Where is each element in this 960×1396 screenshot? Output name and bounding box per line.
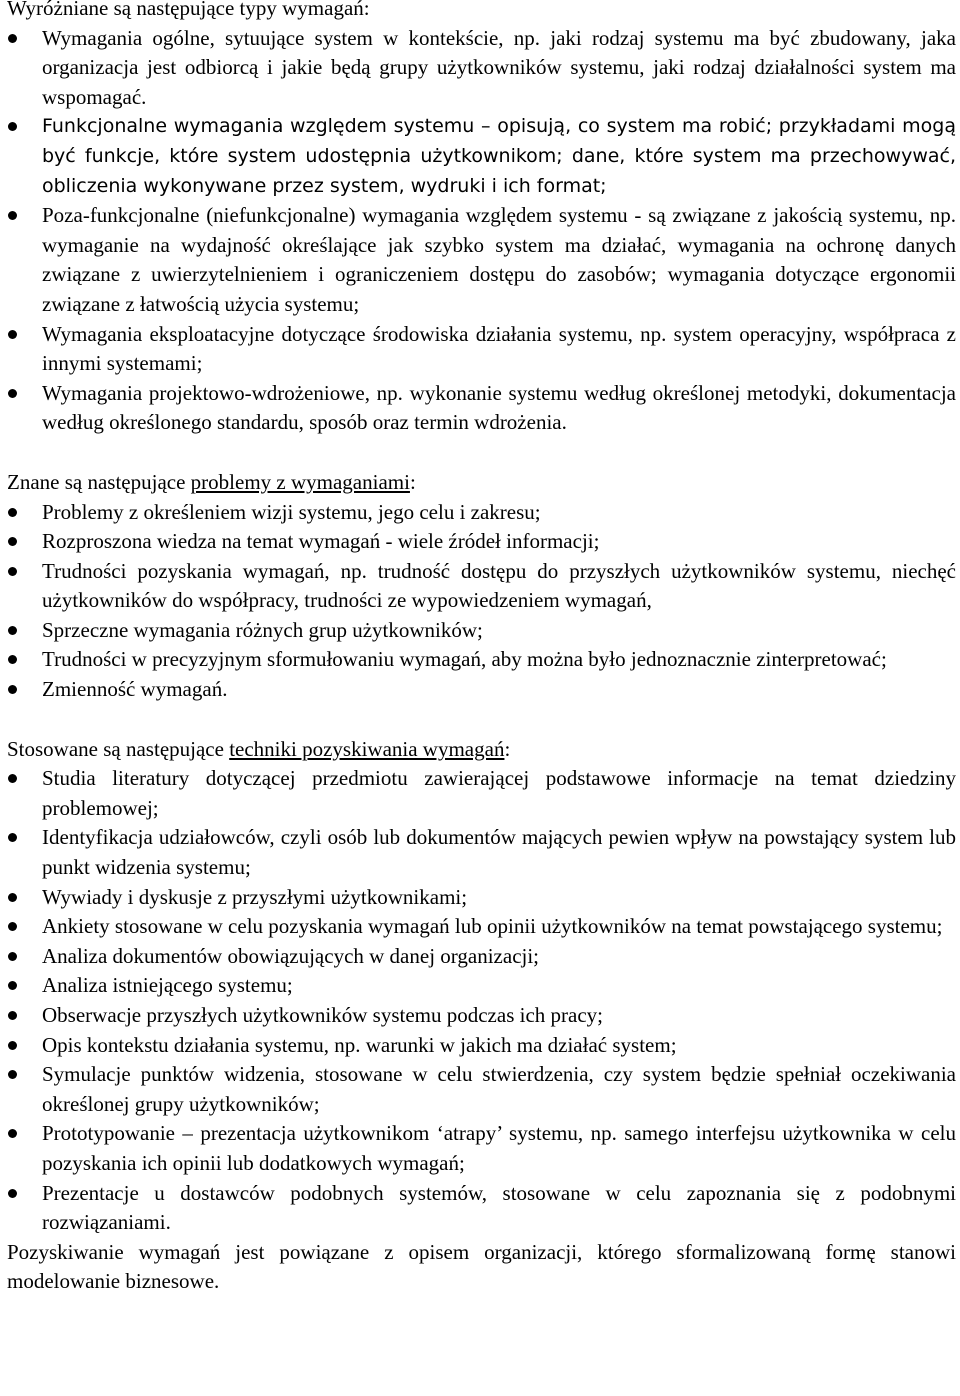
techniques-intro-suffix: : xyxy=(504,736,511,761)
list-item: Analiza istniejącego systemu; xyxy=(4,971,956,1001)
list-item: Rozproszona wiedza na temat wymagań - wiele źródeł informacji; xyxy=(4,527,956,557)
problems-intro xyxy=(4,468,956,498)
list-item: Ankiety stosowane w celu pozyskania wymagań lub opinii użytkowników na temat powstającego systemu; xyxy=(4,912,956,942)
list-item: Wywiady i dyskusje z przyszłymi użytkownikami; xyxy=(4,883,956,913)
list-item: Poza-funkcjonalne (niefunkcjonalne) wymagania względem systemu - są związane z jakością systemu, np. wymaganie na wydajność określające jak szybko system ma działać, wymagania na ochronę danych związane z uwierzytelnieniem i ograniczeniem dostępu do zasobów; wymagania dotyczące ergonomii związane z łatwością użycia systemu; xyxy=(4,201,956,319)
requirement-types-intro: Wyróżniane są następujące typy wymagań: xyxy=(7,0,370,20)
techniques-list xyxy=(4,764,956,1238)
list-item: Trudności w precyzyjnym sformułowaniu wymagań, aby można było jednoznacznie zinterpretować; xyxy=(4,645,956,675)
list-item: Symulacje punktów widzenia, stosowane w celu stwierdzenia, czy system będzie spełniał oczekiwania określonej grupy użytkowników; xyxy=(4,1060,956,1119)
list-item: Studia literatury dotyczącej przedmiotu zawierającej podstawowe informacje na temat dziedziny problemowej; xyxy=(4,764,956,823)
problems-intro-underlined: problemy z wymaganiami xyxy=(190,469,410,494)
problems-list xyxy=(4,498,956,705)
list-item: Funkcjonalne wymagania względem systemu – opisują, co system ma robić; przykładami mogą być funkcje, które system udostępnia użytkownikom; dane, które system ma przechowywać, obliczenia wykonywane przez system, wydruki i ich format; xyxy=(4,112,956,201)
list-item: Prezentacje u dostawców podobnych systemów, stosowane w celu zapoznania się z podobnymi rozwiązaniami. xyxy=(4,1179,956,1238)
list-item: Identyfikacja udziałowców, czyli osób lub dokumentów mających pewien wpływ na powstający system lub punkt widzenia systemu; xyxy=(4,823,956,882)
list-item: Wymagania projektowo-wdrożeniowe, np. wykonanie systemu według określonej metodyki, dokumentacja według określonego standardu, sposób oraz termin wdrożenia. xyxy=(4,379,956,438)
list-item: Analiza dokumentów obowiązujących w danej organizacji; xyxy=(4,942,956,972)
techniques-intro xyxy=(4,735,956,765)
list-item: Problemy z określeniem wizji systemu, jego celu i zakresu; xyxy=(4,498,956,528)
requirement-types-list xyxy=(4,24,956,438)
techniques-intro-underlined: techniki pozyskiwania wymagań xyxy=(229,736,505,761)
problems-intro-prefix: Znane są następujące xyxy=(7,469,191,494)
problems-intro-suffix: : xyxy=(409,469,416,494)
list-item: Obserwacje przyszłych użytkowników systemu podczas ich pracy; xyxy=(4,1001,956,1031)
list-item: Prototypowanie – prezentacja użytkownikom ‘atrapy’ systemu, np. samego interfejsu użytkownika w celu pozyskania ich opinii lub dodatkowych wymagań; xyxy=(4,1119,956,1178)
list-item: Wymagania eksploatacyjne dotyczące środowiska działania systemu, np. system operacyjny, współpraca z innymi systemami; xyxy=(4,320,956,379)
list-item: Opis kontekstu działania systemu, np. warunki w jakich ma działać system; xyxy=(4,1031,956,1061)
list-item: Zmienność wymagań. xyxy=(4,675,956,705)
list-item: Sprzeczne wymagania różnych grup użytkowników; xyxy=(4,616,956,646)
closing-paragraph: Pozyskiwanie wymagań jest powiązane z opisem organizacji, którego sformalizowaną formę stanowi modelowanie biznesowe. xyxy=(7,1239,956,1294)
list-item: Wymagania ogólne, sytuujące system w kontekście, np. jaki rodzaj systemu ma być zbudowany, jaka organizacja jest odbiorcą i jakie będą grupy użytkowników systemu, jaki rodzaj działalności system ma wspomagać. xyxy=(4,24,956,113)
techniques-intro-prefix: Stosowane są następujące xyxy=(7,736,230,761)
list-item: Trudności pozyskania wymagań, np. trudność dostępu do przyszłych użytkowników systemu, niechęć użytkowników do współpracy, trudności ze wypowiedzeniem wymagań, xyxy=(4,557,956,616)
